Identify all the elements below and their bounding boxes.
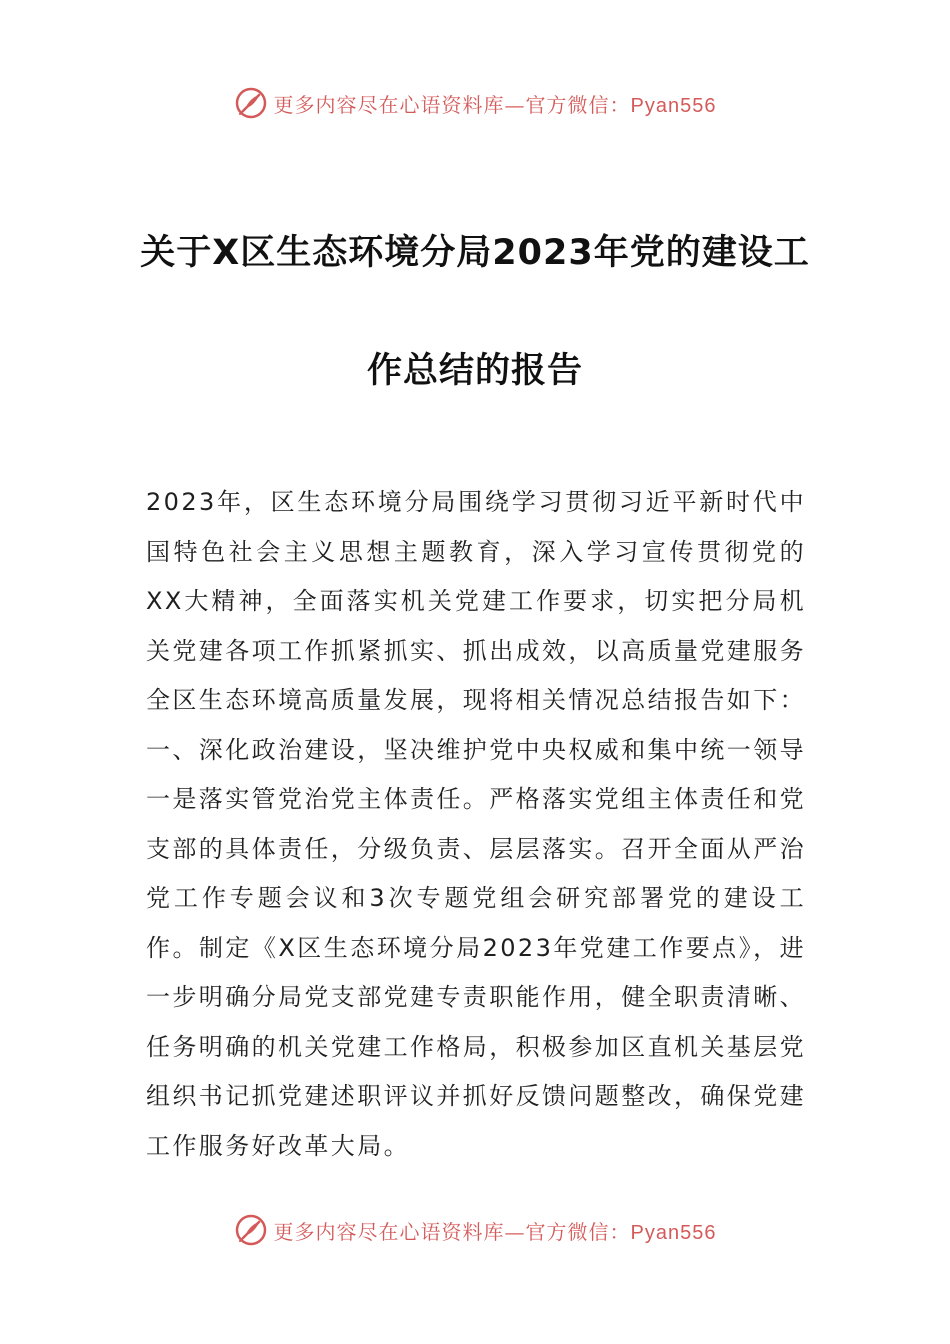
section-heading-1: 一、深化政治建设，坚决维护党中央权威和集中统一领导 (146, 735, 806, 764)
watermark-wechat-id: Pyan556 (630, 1221, 717, 1244)
watermark-text: 更多内容尽在心语资料库—官方微信：Pyan556 (273, 92, 717, 117)
quill-logo-icon (234, 1213, 268, 1247)
watermark-wechat-id: Pyan556 (630, 94, 717, 117)
quill-logo-icon (234, 86, 268, 120)
paragraph-intro: 2023年，区生态环境分局围绕学习贯彻习近平新时代中国特色社会主义思想主题教育，深入学习宣传贯彻党的XX大精神，全面落实机关党建工作要求，切实把分局机关党建各项工作抓紧抓实、抓出成效，以高质量党建服务全区生态环境高质量发展，现将相关情况总结报告如下： (146, 488, 806, 714)
document-title-line1: 关于X区生态环境分局2023年党的建设工 (140, 233, 810, 273)
document-title-line2: 作总结的报告 (366, 351, 583, 391)
document-body (146, 478, 806, 1171)
paragraph-section-1-item-1: 一是落实管党治党主体责任。严格落实党组主体责任和党支部的具体责任，分级负责、层层落实。召开全面从严治党工作专题会议和3次专题党组会研究部署党的建设工作。制定《X区生态环境分局2023年党建工作要点》，进一步明确分局党支部党建专责职能作用，健全职责清晰、任务明确的机关党建工作格局，积极参加区直机关基层党组织书记抓党建述职评议并抓好反馈问题整改，确保党建工作服务好改革大局。 (146, 785, 806, 1160)
header-watermark (0, 86, 950, 120)
watermark-text: 更多内容尽在心语资料库—官方微信：Pyan556 (273, 1219, 717, 1244)
footer-watermark (0, 1213, 950, 1247)
